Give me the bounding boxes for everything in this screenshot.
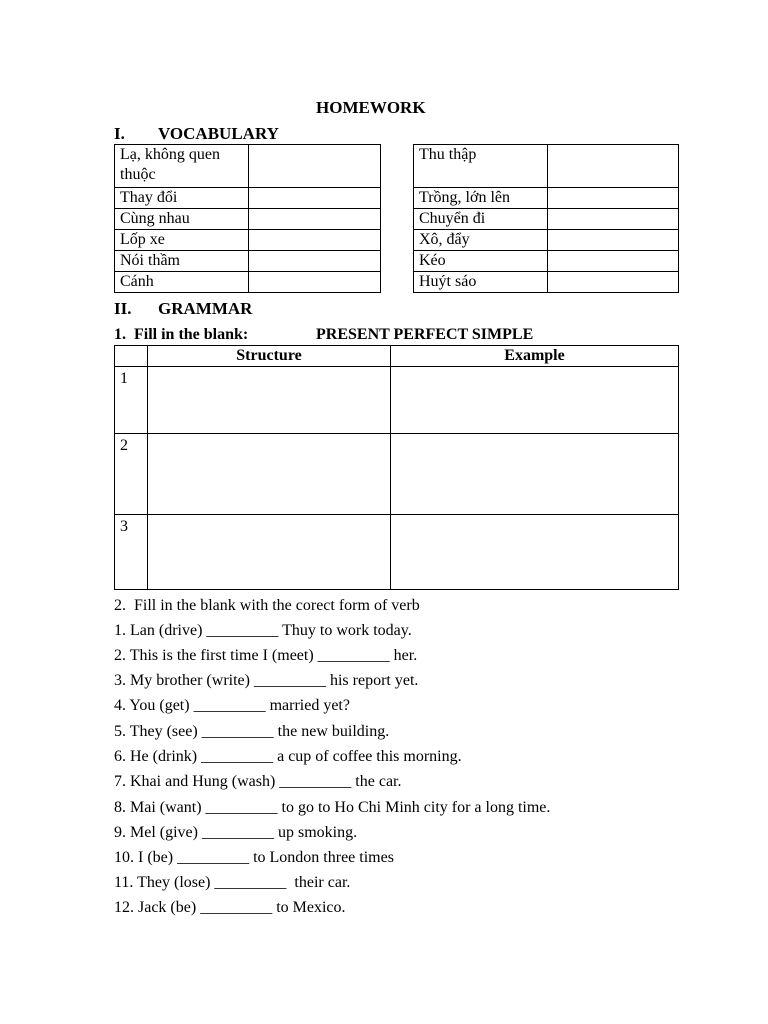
- vocab-word: Lạ, không quen thuộc: [115, 145, 249, 188]
- vocab-word: Chuyển đi: [414, 209, 548, 230]
- table-row: [414, 230, 679, 251]
- table-row: [414, 188, 679, 209]
- exercise-1-topic: PRESENT PERFECT SIMPLE: [316, 326, 534, 343]
- table-row: [115, 251, 381, 272]
- table-row: [115, 188, 381, 209]
- list-item: 4. You (get) _________ married yet?: [114, 697, 350, 714]
- section-heading-vocabulary: VOCABULARY: [158, 124, 279, 143]
- table-header-row: [115, 346, 679, 367]
- vocab-word: Lốp xe: [115, 230, 249, 251]
- table-row: [115, 434, 679, 515]
- grammar-table: [114, 345, 679, 590]
- structure-cell[interactable]: [148, 434, 391, 515]
- answer-cell[interactable]: [548, 272, 679, 293]
- answer-cell[interactable]: [249, 188, 381, 209]
- vocab-word: Nói thầm: [115, 251, 249, 272]
- vocab-word: Thay đổi: [115, 188, 249, 209]
- table-row: [414, 145, 679, 188]
- answer-cell[interactable]: [249, 230, 381, 251]
- section-number: II.: [114, 299, 132, 318]
- answer-cell[interactable]: [548, 230, 679, 251]
- table-row: [115, 209, 381, 230]
- answer-cell[interactable]: [548, 145, 679, 188]
- answer-cell[interactable]: [249, 251, 381, 272]
- example-cell[interactable]: [391, 515, 679, 590]
- example-cell[interactable]: [391, 367, 679, 434]
- list-item: 8. Mai (want) _________ to go to Ho Chi Minh city for a long time.: [114, 799, 551, 816]
- vocab-word: Trồng, lớn lên: [414, 188, 548, 209]
- exercise-1-label: 1. Fill in the blank:: [114, 326, 249, 343]
- list-item: 2. This is the first time I (meet) _________ her.: [114, 647, 418, 664]
- table-row: [414, 251, 679, 272]
- list-item: 12. Jack (be) _________ to Mexico.: [114, 899, 346, 916]
- row-number: 1: [115, 367, 148, 434]
- header-structure: Structure: [148, 346, 391, 367]
- vocab-word: Xô, đẩy: [414, 230, 548, 251]
- vocab-word: Cánh: [115, 272, 249, 293]
- table-row: [414, 209, 679, 230]
- answer-cell[interactable]: [249, 272, 381, 293]
- section-heading-grammar: GRAMMAR: [158, 299, 253, 318]
- answer-cell[interactable]: [548, 209, 679, 230]
- exercise-2-label: 2. Fill in the blank with the corect form of verb: [114, 597, 420, 614]
- example-cell[interactable]: [391, 434, 679, 515]
- table-row: [115, 515, 679, 590]
- table-row: [115, 272, 381, 293]
- answer-cell[interactable]: [548, 251, 679, 272]
- list-item: 9. Mel (give) _________ up smoking.: [114, 824, 358, 841]
- list-item: 10. I (be) _________ to London three times: [114, 849, 394, 866]
- list-item: 11. They (lose) _________ their car.: [114, 874, 351, 891]
- table-row: [115, 145, 381, 188]
- table-row: [414, 272, 679, 293]
- section-number: I.: [114, 124, 125, 143]
- structure-cell[interactable]: [148, 367, 391, 434]
- list-item: 5. They (see) _________ the new building.: [114, 723, 390, 740]
- table-row: [115, 230, 381, 251]
- answer-cell[interactable]: [249, 145, 381, 188]
- header-example: Example: [391, 346, 679, 367]
- vocab-word: Cùng nhau: [115, 209, 249, 230]
- vocab-table-left: [114, 144, 381, 293]
- structure-cell[interactable]: [148, 515, 391, 590]
- header-cell-blank: [115, 346, 148, 367]
- page-title: HOMEWORK: [316, 98, 426, 117]
- vocab-table-right: [413, 144, 679, 293]
- table-row: [115, 367, 679, 434]
- answer-cell[interactable]: [249, 209, 381, 230]
- list-item: 1. Lan (drive) _________ Thuy to work today.: [114, 622, 412, 639]
- row-number: 3: [115, 515, 148, 590]
- list-item: 7. Khai and Hung (wash) _________ the car.: [114, 773, 402, 790]
- answer-cell[interactable]: [548, 188, 679, 209]
- vocab-word: Kéo: [414, 251, 548, 272]
- row-number: 2: [115, 434, 148, 515]
- list-item: 3. My brother (write) _________ his report yet.: [114, 672, 419, 689]
- vocab-word: Huýt sáo: [414, 272, 548, 293]
- list-item: 6. He (drink) _________ a cup of coffee this morning.: [114, 748, 462, 765]
- vocab-word: Thu thập: [414, 145, 548, 188]
